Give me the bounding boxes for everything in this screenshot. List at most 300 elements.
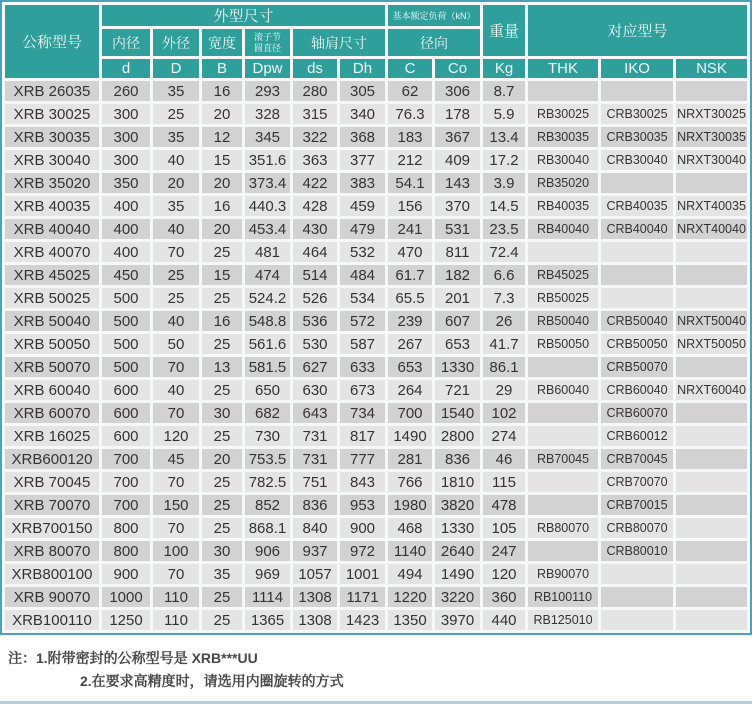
cell-Kg: 115 — [483, 472, 525, 492]
cell-Kg: 440 — [483, 610, 525, 630]
cell-THK: RB45025 — [528, 265, 598, 285]
cell-d: 300 — [102, 104, 150, 124]
cell-d: 700 — [102, 472, 150, 492]
header-shoulder-dimensions: 轴肩尺寸 — [293, 29, 385, 56]
cell-Dpw: 650 — [245, 380, 290, 400]
cell-B: 30 — [202, 403, 242, 423]
cell-d: 400 — [102, 196, 150, 216]
cell-Dh: 1171 — [340, 587, 385, 607]
table-row — [5, 357, 747, 377]
cell-Dpw: 753.5 — [245, 449, 290, 469]
footnotes — [0, 647, 752, 693]
cell-IKO: CRB40035 — [601, 196, 673, 216]
cell-Dh: 633 — [340, 357, 385, 377]
cell-D: 110 — [153, 610, 199, 630]
header-Kg: Kg — [483, 59, 525, 78]
table-row — [5, 81, 747, 101]
cell-Co: 143 — [435, 173, 480, 193]
cell-Kg: 120 — [483, 564, 525, 584]
cell-C: 212 — [388, 150, 432, 170]
cell-IKO: CRB50050 — [601, 334, 673, 354]
cell-d: 450 — [102, 265, 150, 285]
footnote-2: 2.在要求高精度时，请选用内圈旋转的方式 — [80, 673, 344, 689]
cell-Kg: 5.9 — [483, 104, 525, 124]
cell-IKO: CRB60012 — [601, 426, 673, 446]
header-nominal-model: 公称型号 — [5, 5, 99, 78]
cell-D: 110 — [153, 587, 199, 607]
cell-Co: 1330 — [435, 518, 480, 538]
cell-B: 25 — [202, 334, 242, 354]
cell-THK: RB50050 — [528, 334, 598, 354]
cell-B: 20 — [202, 449, 242, 469]
cell-D: 35 — [153, 196, 199, 216]
cell-Dh: 1001 — [340, 564, 385, 584]
cell-Co: 836 — [435, 449, 480, 469]
table-row — [5, 495, 747, 515]
cell-ds: 315 — [293, 104, 337, 124]
cell-Co: 3970 — [435, 610, 480, 630]
cell-C: 766 — [388, 472, 432, 492]
table-row — [5, 426, 747, 446]
table-row — [5, 150, 747, 170]
cell-Dh: 459 — [340, 196, 385, 216]
pitch-dia-line1: 滚子节 — [253, 32, 281, 43]
cell-model: XRB 70070 — [5, 495, 99, 515]
cell-D: 35 — [153, 81, 199, 101]
cell-ds: 422 — [293, 173, 337, 193]
cell-C: 1490 — [388, 426, 432, 446]
cell-D: 100 — [153, 541, 199, 561]
cell-B: 25 — [202, 518, 242, 538]
cell-Dpw: 293 — [245, 81, 290, 101]
header-outline-dimensions: 外型尺寸 — [102, 5, 385, 26]
cell-d: 900 — [102, 564, 150, 584]
table-row — [5, 541, 747, 561]
cell-Dpw: 351.6 — [245, 150, 290, 170]
cell-THK: RB30040 — [528, 150, 598, 170]
cell-NSK — [676, 265, 747, 285]
cell-model: XRB 45025 — [5, 265, 99, 285]
cell-B: 12 — [202, 127, 242, 147]
cell-Dpw: 868.1 — [245, 518, 290, 538]
cell-D: 40 — [153, 380, 199, 400]
table-row — [5, 449, 747, 469]
cell-IKO — [601, 564, 673, 584]
cell-C: 700 — [388, 403, 432, 423]
cell-Co: 3820 — [435, 495, 480, 515]
cell-Kg: 17.2 — [483, 150, 525, 170]
table-row — [5, 219, 747, 239]
cell-Dh: 900 — [340, 518, 385, 538]
header-d: d — [102, 59, 150, 78]
cell-NSK — [676, 173, 747, 193]
cell-IKO — [601, 242, 673, 262]
cell-Dpw: 440.3 — [245, 196, 290, 216]
table-row — [5, 610, 747, 630]
cell-Dh: 673 — [340, 380, 385, 400]
cell-Dpw: 373.4 — [245, 173, 290, 193]
cell-Co: 409 — [435, 150, 480, 170]
cell-Kg: 478 — [483, 495, 525, 515]
cell-B: 25 — [202, 495, 242, 515]
cell-model: XRB 40035 — [5, 196, 99, 216]
header-radial: 径向 — [388, 29, 480, 56]
cell-C: 267 — [388, 334, 432, 354]
cell-d: 500 — [102, 357, 150, 377]
cell-d: 350 — [102, 173, 150, 193]
cell-Dh: 479 — [340, 219, 385, 239]
cell-model: XRB 60040 — [5, 380, 99, 400]
cell-C: 264 — [388, 380, 432, 400]
cell-B: 16 — [202, 196, 242, 216]
table-row — [5, 403, 747, 423]
header-Co: Co — [435, 59, 480, 78]
cell-IKO: CRB50040 — [601, 311, 673, 331]
cell-model: XRB 60070 — [5, 403, 99, 423]
cell-B: 20 — [202, 104, 242, 124]
cell-Kg: 46 — [483, 449, 525, 469]
cell-C: 281 — [388, 449, 432, 469]
cell-IKO — [601, 81, 673, 101]
cell-C: 468 — [388, 518, 432, 538]
cell-Dh: 572 — [340, 311, 385, 331]
cell-model: XRB 50025 — [5, 288, 99, 308]
cell-d: 400 — [102, 242, 150, 262]
cell-Kg: 105 — [483, 518, 525, 538]
cell-THK — [528, 426, 598, 446]
header-inner-diameter: 内径 — [102, 29, 150, 56]
cell-NSK: NRXT50050 — [676, 334, 747, 354]
cell-THK: RB40035 — [528, 196, 598, 216]
table-row — [5, 288, 747, 308]
cell-Co: 201 — [435, 288, 480, 308]
cell-Kg: 8.7 — [483, 81, 525, 101]
cell-C: 1350 — [388, 610, 432, 630]
cell-Dpw: 561.6 — [245, 334, 290, 354]
cell-Dh: 368 — [340, 127, 385, 147]
cell-model: XRB 50040 — [5, 311, 99, 331]
cell-IKO: CRB60070 — [601, 403, 673, 423]
cell-d: 600 — [102, 380, 150, 400]
cell-B: 25 — [202, 380, 242, 400]
cell-NSK — [676, 495, 747, 515]
header-C: C — [388, 59, 432, 78]
cell-Dh: 972 — [340, 541, 385, 561]
header-outer-diameter: 外径 — [153, 29, 199, 56]
cell-d: 300 — [102, 127, 150, 147]
cell-Co: 1540 — [435, 403, 480, 423]
cell-B: 20 — [202, 219, 242, 239]
cell-THK: RB80070 — [528, 518, 598, 538]
footnote-1: 注：1.附带密封的公称型号是 XRB***UU — [8, 650, 258, 666]
cell-Co: 811 — [435, 242, 480, 262]
cell-ds: 1308 — [293, 610, 337, 630]
cell-D: 25 — [153, 288, 199, 308]
pitch-dia-line2: 圆直径 — [253, 42, 281, 53]
cell-ds: 430 — [293, 219, 337, 239]
cell-B: 20 — [202, 173, 242, 193]
cell-d: 1250 — [102, 610, 150, 630]
cell-Kg: 3.9 — [483, 173, 525, 193]
cell-D: 25 — [153, 104, 199, 124]
cell-Dpw: 682 — [245, 403, 290, 423]
cell-Co: 2640 — [435, 541, 480, 561]
cell-IKO: CRB80070 — [601, 518, 673, 538]
cell-ds: 1308 — [293, 587, 337, 607]
cell-model: XRB 40070 — [5, 242, 99, 262]
cell-Dh: 953 — [340, 495, 385, 515]
cell-Kg: 23.5 — [483, 219, 525, 239]
table-row — [5, 242, 747, 262]
cell-Kg: 86.1 — [483, 357, 525, 377]
cell-Dh: 305 — [340, 81, 385, 101]
cell-D: 25 — [153, 265, 199, 285]
cell-D: 40 — [153, 311, 199, 331]
cell-ds: 530 — [293, 334, 337, 354]
cell-THK: RB125010 — [528, 610, 598, 630]
cell-Co: 2800 — [435, 426, 480, 446]
cell-IKO: CRB40040 — [601, 219, 673, 239]
cell-THK — [528, 242, 598, 262]
table-row — [5, 380, 747, 400]
table-row — [5, 104, 747, 124]
header-B: B — [202, 59, 242, 78]
cell-model: XRB 30035 — [5, 127, 99, 147]
cell-Kg: 13.4 — [483, 127, 525, 147]
cell-ds: 937 — [293, 541, 337, 561]
header-NSK: NSK — [676, 59, 747, 78]
cell-C: 1140 — [388, 541, 432, 561]
cell-C: 1980 — [388, 495, 432, 515]
cell-IKO — [601, 265, 673, 285]
cell-THK: RB40040 — [528, 219, 598, 239]
table-row — [5, 196, 747, 216]
cell-NSK — [676, 518, 747, 538]
cell-Dh: 843 — [340, 472, 385, 492]
cell-THK: RB60040 — [528, 380, 598, 400]
cell-B: 15 — [202, 265, 242, 285]
cell-THK: RB70045 — [528, 449, 598, 469]
cell-NSK: NRXT30025 — [676, 104, 747, 124]
cell-Dpw: 782.5 — [245, 472, 290, 492]
cell-Co: 370 — [435, 196, 480, 216]
cell-d: 600 — [102, 403, 150, 423]
cell-IKO: CRB30025 — [601, 104, 673, 124]
cell-model: XRB 40040 — [5, 219, 99, 239]
cell-D: 70 — [153, 357, 199, 377]
cell-THK — [528, 495, 598, 515]
cell-d: 260 — [102, 81, 150, 101]
cell-ds: 280 — [293, 81, 337, 101]
cell-ds: 731 — [293, 426, 337, 446]
cell-D: 45 — [153, 449, 199, 469]
cell-d: 800 — [102, 541, 150, 561]
cell-Dpw: 345 — [245, 127, 290, 147]
cell-NSK: NRXT60040 — [676, 380, 747, 400]
cell-B: 35 — [202, 564, 242, 584]
cell-ds: 836 — [293, 495, 337, 515]
cell-d: 300 — [102, 150, 150, 170]
cell-Dh: 734 — [340, 403, 385, 423]
cell-B: 25 — [202, 472, 242, 492]
cell-Dh: 817 — [340, 426, 385, 446]
cell-Dh: 383 — [340, 173, 385, 193]
table-body — [5, 81, 747, 630]
cell-B: 25 — [202, 610, 242, 630]
cell-Kg: 102 — [483, 403, 525, 423]
cell-Dh: 484 — [340, 265, 385, 285]
cell-B: 30 — [202, 541, 242, 561]
table-row — [5, 127, 747, 147]
cell-IKO — [601, 173, 673, 193]
cell-IKO: CRB70045 — [601, 449, 673, 469]
header-IKO: IKO — [601, 59, 673, 78]
cell-ds: 630 — [293, 380, 337, 400]
cell-THK — [528, 403, 598, 423]
cell-NSK — [676, 403, 747, 423]
cell-NSK: NRXT40035 — [676, 196, 747, 216]
cell-ds: 643 — [293, 403, 337, 423]
cell-C: 156 — [388, 196, 432, 216]
cell-NSK: NRXT40040 — [676, 219, 747, 239]
cell-NSK — [676, 587, 747, 607]
cell-model: XRB800100 — [5, 564, 99, 584]
cell-C: 653 — [388, 357, 432, 377]
cell-C: 241 — [388, 219, 432, 239]
cell-B: 25 — [202, 426, 242, 446]
cell-ds: 464 — [293, 242, 337, 262]
cell-D: 150 — [153, 495, 199, 515]
cell-ds: 751 — [293, 472, 337, 492]
cell-D: 35 — [153, 127, 199, 147]
cell-model: XRB 30040 — [5, 150, 99, 170]
cell-D: 70 — [153, 242, 199, 262]
cell-B: 16 — [202, 81, 242, 101]
cell-C: 65.5 — [388, 288, 432, 308]
cell-C: 54.1 — [388, 173, 432, 193]
cell-Dpw: 524.2 — [245, 288, 290, 308]
cell-Co: 653 — [435, 334, 480, 354]
cell-IKO — [601, 288, 673, 308]
cell-ds: 627 — [293, 357, 337, 377]
cell-D: 40 — [153, 219, 199, 239]
cell-ds: 840 — [293, 518, 337, 538]
cell-Kg: 26 — [483, 311, 525, 331]
cell-Co: 607 — [435, 311, 480, 331]
cell-C: 61.7 — [388, 265, 432, 285]
cell-C: 1220 — [388, 587, 432, 607]
cell-d: 800 — [102, 518, 150, 538]
cell-Kg: 274 — [483, 426, 525, 446]
cell-d: 500 — [102, 334, 150, 354]
cell-Kg: 6.6 — [483, 265, 525, 285]
cell-IKO — [601, 587, 673, 607]
cell-D: 50 — [153, 334, 199, 354]
cell-IKO: CRB50070 — [601, 357, 673, 377]
cell-NSK — [676, 288, 747, 308]
cell-model: XRB 50070 — [5, 357, 99, 377]
cell-Co: 306 — [435, 81, 480, 101]
cell-IKO: CRB70070 — [601, 472, 673, 492]
header-D: D — [153, 59, 199, 78]
cell-Co: 1810 — [435, 472, 480, 492]
cell-ds: 731 — [293, 449, 337, 469]
cell-Co: 1490 — [435, 564, 480, 584]
cell-B: 16 — [202, 311, 242, 331]
cell-D: 70 — [153, 564, 199, 584]
cell-C: 239 — [388, 311, 432, 331]
cell-Co: 531 — [435, 219, 480, 239]
cell-Kg: 360 — [483, 587, 525, 607]
cell-Dpw: 969 — [245, 564, 290, 584]
cell-THK — [528, 541, 598, 561]
table-row — [5, 472, 747, 492]
table-row — [5, 311, 747, 331]
cell-NSK — [676, 426, 747, 446]
cell-Dpw: 906 — [245, 541, 290, 561]
cell-C: 62 — [388, 81, 432, 101]
cell-model: XRB100110 — [5, 610, 99, 630]
cell-Kg: 7.3 — [483, 288, 525, 308]
cell-model: XRB 26035 — [5, 81, 99, 101]
bearing-spec-table — [2, 2, 750, 633]
header-THK: THK — [528, 59, 598, 78]
cell-Co: 3220 — [435, 587, 480, 607]
cell-d: 700 — [102, 495, 150, 515]
cell-ds: 363 — [293, 150, 337, 170]
cell-Dpw: 481 — [245, 242, 290, 262]
cell-NSK: NRXT30040 — [676, 150, 747, 170]
cell-IKO: CRB30040 — [601, 150, 673, 170]
cell-ds: 536 — [293, 311, 337, 331]
cell-d: 700 — [102, 449, 150, 469]
cell-C: 183 — [388, 127, 432, 147]
cell-C: 76.3 — [388, 104, 432, 124]
header-corresponding-models: 对应型号 — [528, 5, 747, 56]
header-basic-load-rating: 基本额定负荷（kN） — [388, 5, 480, 26]
cell-D: 40 — [153, 150, 199, 170]
cell-B: 15 — [202, 150, 242, 170]
cell-NSK: NRXT50040 — [676, 311, 747, 331]
cell-IKO: CRB70015 — [601, 495, 673, 515]
cell-model: XRB 35020 — [5, 173, 99, 193]
cell-D: 20 — [153, 173, 199, 193]
cell-IKO — [601, 610, 673, 630]
cell-NSK — [676, 81, 747, 101]
table-row — [5, 173, 747, 193]
cell-Dh: 587 — [340, 334, 385, 354]
cell-NSK: NRXT30035 — [676, 127, 747, 147]
cell-NSK — [676, 357, 747, 377]
cell-Dh: 532 — [340, 242, 385, 262]
table-row — [5, 265, 747, 285]
cell-d: 400 — [102, 219, 150, 239]
cell-NSK — [676, 472, 747, 492]
cell-THK: RB100110 — [528, 587, 598, 607]
cell-THK — [528, 81, 598, 101]
table-row — [5, 518, 747, 538]
cell-Dpw: 548.8 — [245, 311, 290, 331]
cell-Dpw: 852 — [245, 495, 290, 515]
cell-d: 500 — [102, 311, 150, 331]
cell-model: XRB 90070 — [5, 587, 99, 607]
header-Dh: Dh — [340, 59, 385, 78]
cell-D: 70 — [153, 518, 199, 538]
cell-Dh: 534 — [340, 288, 385, 308]
cell-B: 25 — [202, 242, 242, 262]
cell-Kg: 247 — [483, 541, 525, 561]
cell-NSK — [676, 610, 747, 630]
